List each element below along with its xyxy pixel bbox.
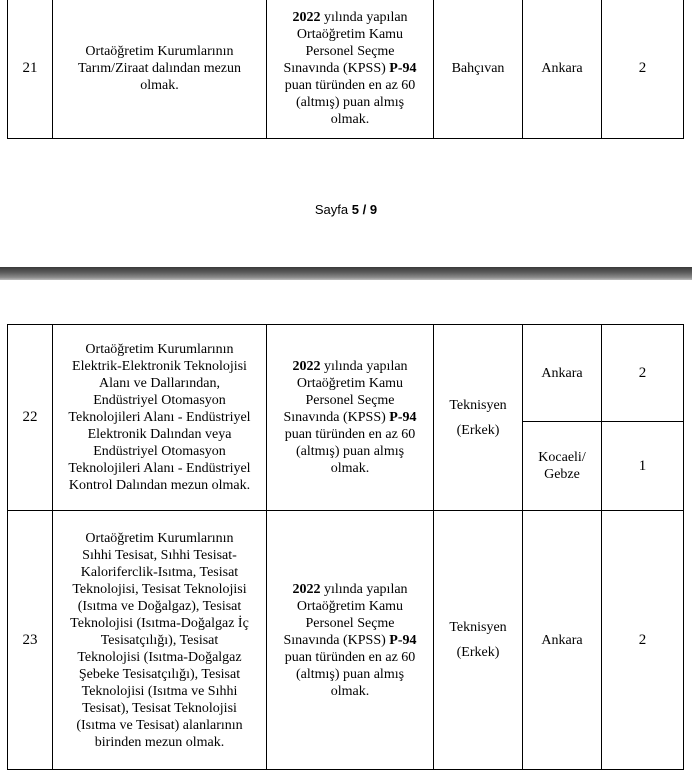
position-count: 2 bbox=[602, 0, 684, 138]
position-table-page6 bbox=[7, 324, 684, 770]
position-count: 2 bbox=[602, 325, 684, 422]
education-requirement: Ortaöğretim Kurumlarının Sıhhi Tesisat, Sıhhi Tesisat- Kaloriferclik-Isıtma, Tesisat Teknolojisi, Tesisat Teknolojisi (Isıtma ve Doğalgaz), Tesisat Teknolojisi (Isıtma-Doğalgaz İç Tesisatçılığı), Tesisat Teknolojisi (Isıtma-Doğalgaz Şebeke Tesisatçılığı), Tesisat Teknolojisi (Isıtma ve Sıhhi Tesisat), Tesisat Teknolojisi (Isıtma ve Tesisat) alanlarının birinden mezun olmak. bbox=[53, 511, 267, 770]
exam-requirement: 2022 yılında yapılan Ortaöğretim Kamu Personel Seçme Sınavında (KPSS) P-94 puan türünden en az 60 (altmış) puan almış olmak. bbox=[267, 325, 434, 511]
row-number: 21 bbox=[8, 0, 53, 138]
table-row bbox=[8, 0, 684, 138]
table-row bbox=[8, 325, 684, 422]
exam-requirement: 2022 yılında yapılan Ortaöğretim Kamu Personel Seçme Sınavında (KPSS) P-94 puan türünden en az 60 (altmış) puan almış olmak. bbox=[267, 0, 434, 138]
position-count: 1 bbox=[602, 422, 684, 511]
position-title: Bahçıvan bbox=[434, 0, 523, 138]
table-row bbox=[8, 511, 684, 770]
page-5 bbox=[0, 0, 692, 267]
position-title: Teknisyen (Erkek) bbox=[434, 511, 523, 770]
page-indicator: Sayfa 5 / 9 bbox=[314, 202, 378, 217]
location-city: Ankara bbox=[523, 325, 602, 422]
location-city: Kocaeli/ Gebze bbox=[523, 422, 602, 511]
position-table-page5 bbox=[7, 0, 684, 139]
education-requirement: Ortaöğretim Kurumlarının Tarım/Ziraat dalından mezun olmak. bbox=[53, 0, 267, 138]
location-city: Ankara bbox=[523, 0, 602, 138]
exam-requirement: 2022 yılında yapılan Ortaöğretim Kamu Personel Seçme Sınavında (KPSS) P-94 puan türünden en az 60 (altmış) puan almış olmak. bbox=[267, 511, 434, 770]
page-separator bbox=[0, 267, 692, 280]
education-requirement: Ortaöğretim Kurumlarının Elektrik-Elektronik Teknolojisi Alanı ve Dallarından, Endüstriyel Otomasyon Teknolojileri Alanı - Endüstriyel Elektronik Dalından veya Endüstriyel Otomasyon Teknolojileri Alanı - Endüstriyel Kontrol Dalından mezun olmak. bbox=[53, 325, 267, 511]
position-title: Teknisyen (Erkek) bbox=[434, 325, 523, 511]
position-count: 2 bbox=[602, 511, 684, 770]
row-number: 23 bbox=[8, 511, 53, 770]
location-city: Ankara bbox=[523, 511, 602, 770]
row-number: 22 bbox=[8, 325, 53, 511]
